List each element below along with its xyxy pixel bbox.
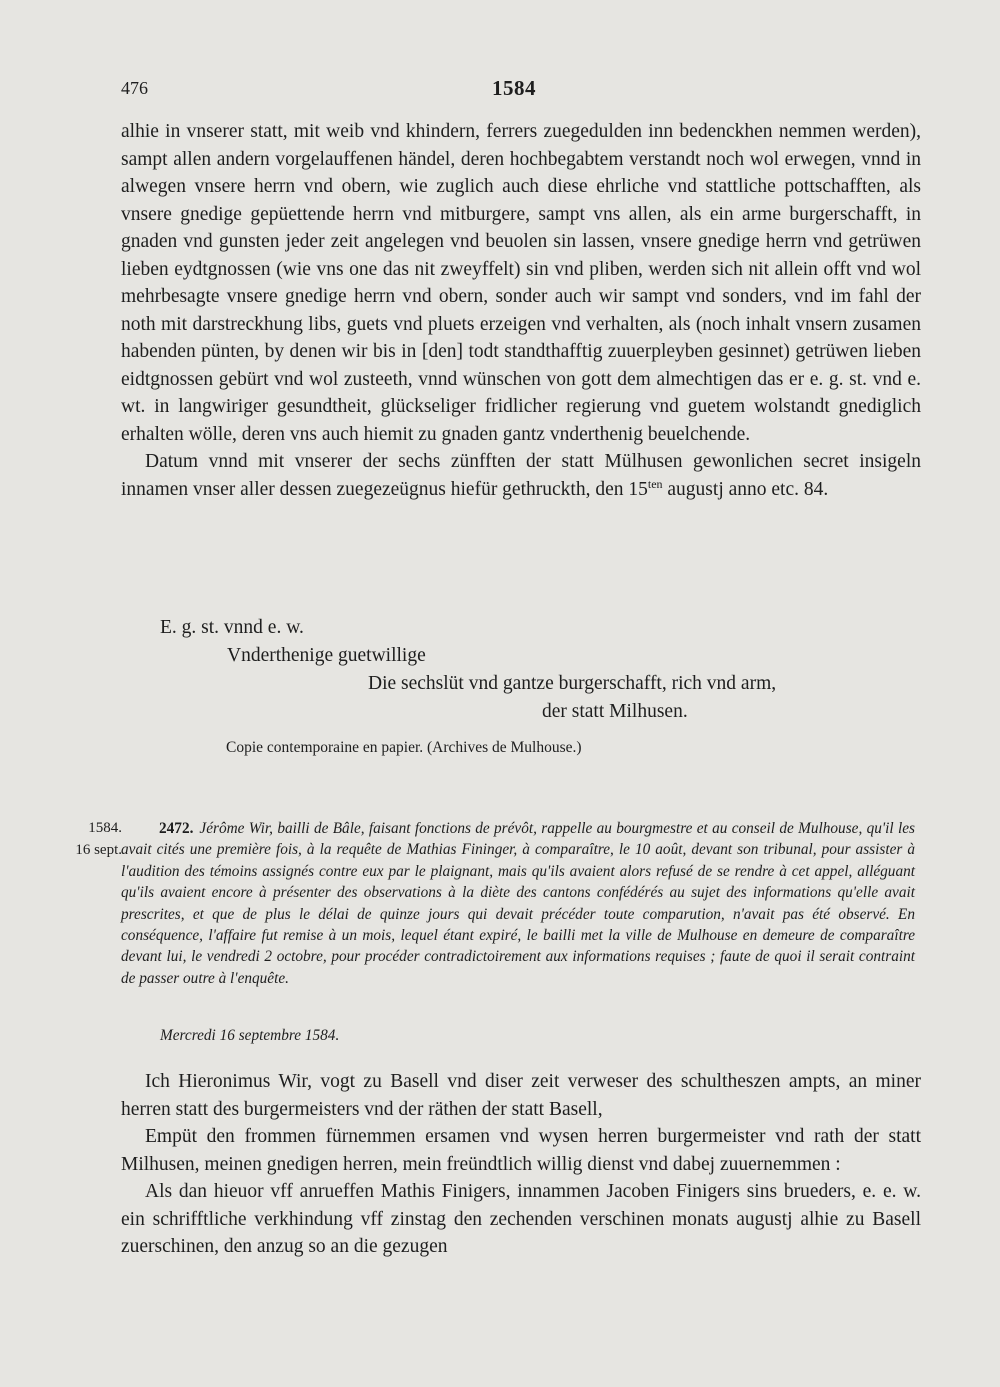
document-text — [121, 1068, 921, 1261]
archive-note: Copie contemporaine en papier. (Archives de Mulhouse.) — [226, 739, 582, 756]
superscript-ten: ten — [647, 476, 663, 491]
text-paragraph: Empüt den frommen fürnemmen ersamen vnd wysen herren burgermeister vnd rath der statt Milhusen, meinen gnedigen herren, mein freündtlich willig dienst vnd dabej zuuernemmen : — [121, 1126, 921, 1175]
closing-salutation: E. g. st. vnnd e. w. — [160, 617, 304, 638]
margin-year: 1584. — [88, 820, 122, 836]
closing-signoff: Vnderthenige guetwillige — [227, 645, 426, 666]
dating-clause — [121, 448, 921, 503]
margin-day: 16 sept. — [75, 842, 122, 858]
entry-number: 2472. — [159, 820, 194, 837]
text-paragraph: Ich Hieronimus Wir, vogt zu Basell vnd diser zeit verweser des schultheszen ampts, an miner herren statt des burgermeisters vnd der räthen der statt Basell, — [121, 1071, 921, 1120]
letter-paragraph: alhie in vnserer statt, mit weib vnd khindern, ferrers zuegedulden inn bedenckhen nemmen werden), sampt allen andern vorgelauffenen händel, deren hochbegabtem verstandt noch wol erwegen, vnnd in alwegen vnsere herrn vnd obern, wie zuglich auch diese ehrliche vnd stattliche pottschafften, als vnsere gnedige gepüettende herrn vnd mitburgere, sampt vns allen, als ein arme burgerschafft, in gnaden vnd gunsten jeder zeit angelegen vnd beuolen sin lassen, vnsere gnedige herrn vnd getrüwen lieben eydtgnossen (wie vns one das nit zweyffelt) sin vnd pliben, werden sich nit allein offt vnd wol mehrbesagte vnsere gnedige herrn vnd obern, sonder auch wir sampt vnd sonders, vnd im fahl der noth mit darstreckhung libs, guets vnd pluets erzeigen vnd verhalten, als (noch inhalt vnsern zusamen habenden pünten, by denen wir bis in [den] todt standthafftig zuuerpleyben gesinnet) getrüwen lieben eidtgnossen gebürt vnd wol zusteeth, vnnd wünschen von gott dem almechtigen das er e. g. st. vnd e. wt. in langwiriger gesundtheit, glückseliger fridlicher regierung vnd guetem wolstandt gnediglich erhalten wölle, deren vns auch hiemit zu gnaden gantz vnderthenig beuelchende. — [121, 121, 921, 445]
regest-summary — [121, 818, 915, 989]
regest-text: Jérôme Wir, bailli de Bâle, faisant fonctions de prévôt, rappelle au bourgmestre et au conseil de Mulhouse, qu'il les avait cités une première fois, à la requête de Mathias Fininger, à comparaître, le 10 août, devant son tribunal, pour assister à l'audition des témoins assignés contre eux par le plaignant, mais qu'ils avaient alors refusé de se rendre à cet appel, alléguant qu'ils avaient encore à présenter des observations à la diète des cantons confédérés au sujet des informations qu'elle avait prescrites, et que de plus le délai de quinze jours qui devait précéder toute comparution, n'avait pas été observé. En conséquence, l'affaire fut remise à un mois, lequel étant expiré, le bailli met la ville de Mulhouse en demeure de comparaître devant lui, le vendredi 2 octobre, pour procéder contradictoirement aux informations requises ; faute de quoi il serait contraint de passer outre à l'enquête. — [121, 820, 915, 987]
dating-clause-end: augustj anno etc. 84. — [662, 478, 829, 500]
letter-body — [121, 118, 921, 503]
signatory: Die sechslüt vnd gantze burgerschafft, rich vnd arm, — [368, 673, 777, 694]
dating-clause-text: Datum vnnd mit vnserer der sechs zünfften der statt Mülhusen gewonlichen secret insigeln innamen vnser aller dessen zuegezeügnus hiefür gethruckth, den 15 — [121, 451, 921, 500]
running-head-year: 1584 — [492, 76, 536, 100]
regest-date: Mercredi 16 septembre 1584. — [160, 1027, 340, 1044]
text-paragraph: Als dan hieuor vff anrueffen Mathis Finigers, innammen Jacoben Finigers sins brueders, e. e. w. ein schrifftliche verkhindung vff zinstag den zechenden verschinen monats augustj alhie zu Basell zuerschinen, den anzug so an die gezugen — [121, 1181, 921, 1257]
signatory-place: der statt Milhusen. — [542, 701, 688, 722]
page-number: 476 — [121, 78, 148, 98]
